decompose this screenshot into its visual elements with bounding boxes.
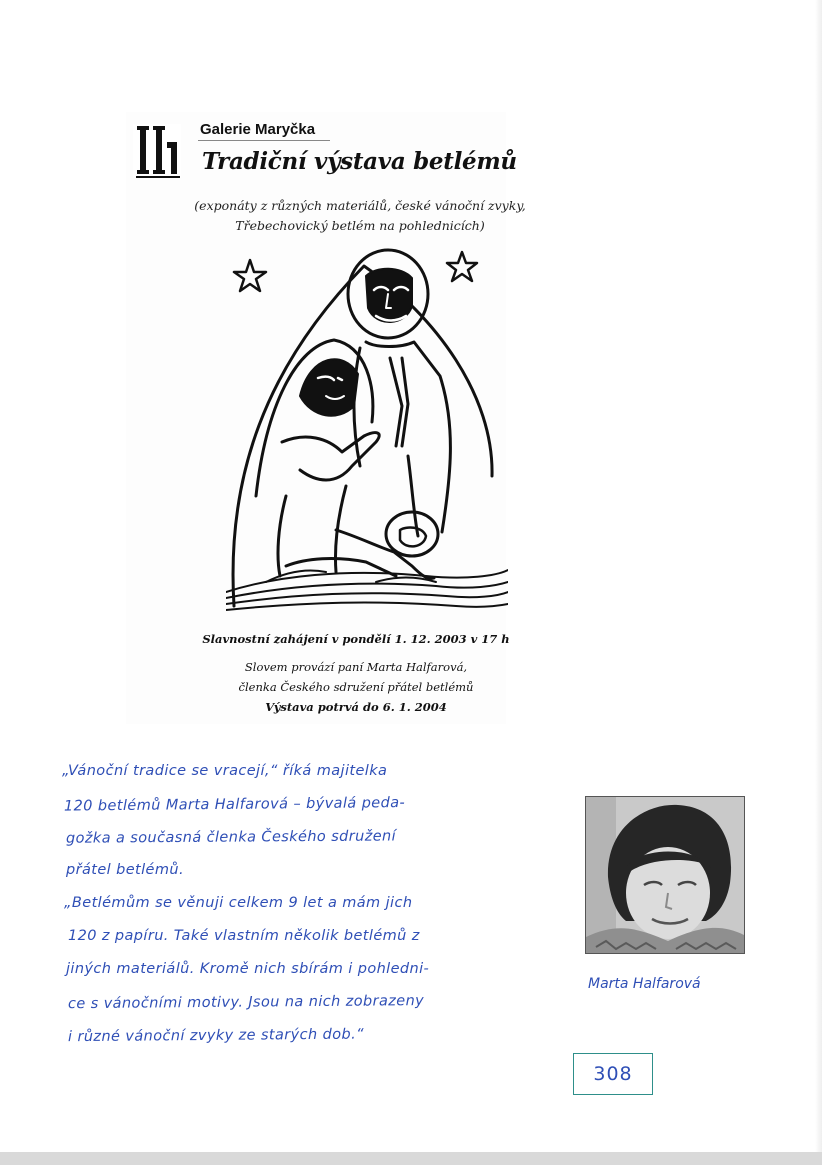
handwritten-line: ce s vánočními motivy. Jsou na nich zobrazeny xyxy=(67,993,425,1013)
gallery-logo-icon xyxy=(133,122,181,178)
guide-info xyxy=(186,657,526,697)
handwritten-line: přátel betlémů. xyxy=(66,862,184,878)
nativity-illustration xyxy=(226,246,508,612)
portrait-image xyxy=(586,797,744,953)
star-icon xyxy=(234,260,266,291)
guide-line: Slovem provází paní Marta Halfarová, xyxy=(244,660,468,674)
photo-caption: Marta Halfarová xyxy=(588,976,701,992)
handwritten-line: 120 betlémů Marta Halfarová – bývalá peda- xyxy=(63,795,406,815)
handwritten-line: „Vánoční tradice se vracejí,“ říká majitelka xyxy=(62,763,388,779)
gallery-rule xyxy=(198,140,330,141)
star-icon xyxy=(447,252,477,281)
handwritten-text xyxy=(60,755,560,1052)
guide-line: členka Českého sdružení přátel betlémů xyxy=(238,680,474,694)
portrait-photo xyxy=(585,796,745,954)
handwritten-line: gožka a současná členka Českého sdružení xyxy=(65,828,397,847)
gallery-name: Galerie Maryčka xyxy=(200,121,316,138)
opening-info: Slavnostní zahájení v pondělí 1. 12. 2003 v 17 h xyxy=(202,632,510,646)
subtitle-line: (exponáty z různých materiálů, české vánoční zvyky, xyxy=(194,198,526,213)
handwritten-line: i různé vánoční zvyky ze starých dob.“ xyxy=(67,1026,365,1046)
handwritten-line: jiných materiálů. Kromě nich sbírám i pohledni- xyxy=(66,961,430,977)
scan-edge-bottom xyxy=(0,1152,822,1165)
exhibition-title: Tradiční výstava betlémů xyxy=(202,148,517,175)
subtitle-line: Třebechovický betlém na pohlednicích) xyxy=(235,218,485,233)
handwritten-line: „Betlémům se věnuji celkem 9 let a mám jich xyxy=(64,895,413,911)
page-number: 308 xyxy=(573,1053,653,1095)
exhibition-subtitle xyxy=(150,196,570,236)
exhibition-duration: Výstava potrvá do 6. 1. 2004 xyxy=(265,700,447,714)
handwritten-line: 120 z papíru. Také vlastním několik betlémů z xyxy=(68,928,420,944)
scan-edge xyxy=(815,0,822,1165)
